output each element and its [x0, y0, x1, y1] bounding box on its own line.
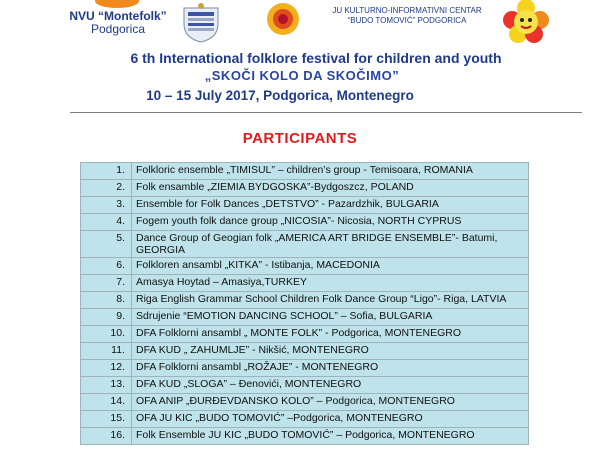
circle-logo	[258, 2, 308, 48]
participant-number: 14.	[110, 395, 125, 407]
table-row	[81, 394, 528, 411]
table-row	[81, 326, 528, 343]
participant-name: DFA Folklorni ansambl „ROŽAJE” - MONTENEGRO	[131, 360, 528, 376]
participant-name: Riga English Grammar School Children Folk Dance Group “Ligo”- Riga, LATVIA	[131, 292, 528, 308]
participant-number: 7.	[116, 276, 125, 288]
participant-number: 2.	[116, 181, 125, 193]
participant-name: Folkloren ansambl „KITKA” - Istibanja, MACEDONIA	[131, 258, 528, 274]
crest-icon	[178, 2, 224, 44]
participant-number: 8.	[116, 293, 125, 305]
participant-name: DFA KUD „ ZAHUMLJE” - Nikšić, MONTENEGRO	[131, 343, 528, 359]
table-row	[81, 163, 528, 180]
participant-name: Ensemble for Folk Dances „DETSTVO” - Pazardzhik, BULGARIA	[131, 197, 528, 213]
participant-number: 11.	[111, 344, 125, 356]
participant-number: 1.	[116, 164, 125, 176]
participant-name: Folkloric ensemble „TIMISUL” – children’s group - Temisoara, ROMANIA	[131, 163, 528, 179]
participant-name: Dance Group of Geogian folk „AMERICA ART BRIDGE ENSEMBLE”- Batumi, GEORGIA	[131, 231, 528, 257]
participant-number: 4.	[116, 215, 125, 227]
participant-name: Fogem youth folk dance group „NICOSIA”- Nicosia, NORTH CYPRUS	[131, 214, 528, 230]
table-row	[81, 275, 528, 292]
participant-number: 16.	[110, 429, 125, 441]
participant-number: 12.	[110, 361, 125, 373]
participant-number: 3.	[116, 198, 125, 210]
table-row	[81, 411, 528, 428]
divider	[70, 112, 582, 113]
participant-number: 9.	[116, 310, 125, 322]
table-row	[81, 428, 528, 445]
participant-number: 10.	[110, 327, 125, 339]
table-row	[81, 180, 528, 197]
festival-dates: 10 – 15 July 2017, Podgorica, Montenegro	[146, 88, 414, 103]
flower-logo	[496, 0, 556, 44]
table-row	[81, 258, 528, 275]
participant-name: Amasya Hoytad – Amasiya,TURKEY	[131, 275, 528, 291]
table-row	[81, 197, 528, 214]
participant-name: Folk ensamble „ZIEMIA BYDGOSKA”-Bydgoszcz, POLAND	[131, 180, 528, 196]
logo-left-line2: Podgorica	[90, 22, 146, 36]
participant-number: 5.	[116, 232, 125, 244]
header-logos	[0, 0, 600, 48]
montefolk-logo	[95, 0, 139, 8]
participant-name: DFA Folklorni ansambl „ MONTE FOLK” - Podgorica, MONTENEGRO	[131, 326, 528, 342]
participants-heading: PARTICIPANTS	[242, 130, 358, 147]
festival-title: 6 th International folklore festival for children and youth	[130, 50, 502, 66]
participant-name: DFA KUD „SLOGA” – Đenovići, MONTENEGRO	[131, 377, 528, 393]
participant-number: 13.	[110, 378, 125, 390]
table-row	[81, 343, 528, 360]
montefolk-logo-text	[68, 10, 168, 36]
table-row	[81, 377, 528, 394]
participant-number: 6.	[116, 259, 125, 271]
table-row	[81, 292, 528, 309]
participant-name: Sdrujenie “EMOTION DANCING SCHOOL” – Sofia, BULGARIA	[131, 309, 528, 325]
table-row	[81, 214, 528, 231]
center-org-line1: JU KULTURNO-INFORMATIVNI CENTAR	[332, 6, 482, 15]
table-row	[81, 360, 528, 377]
participant-name: Folk Ensemble JU KIC „BUDO TOMOVIĆ” – Podgorica, MONTENEGRO	[131, 428, 528, 444]
table-row	[81, 231, 528, 258]
participant-name: OFA ANIP „ĐURĐEVDANSKO KOLO” – Podgorica, MONTENEGRO	[131, 394, 528, 410]
festival-subtitle: „SKOČI KOLO DA SKOČIMO”	[204, 68, 400, 83]
participant-number: 15.	[110, 412, 125, 424]
organization-logo	[318, 6, 496, 26]
circle-logo-mark	[258, 2, 308, 36]
center-org-line2: “BUDO TOMOVIĆ” PODGORICA	[347, 16, 467, 25]
logo-left-line1: NVU “Montefolk”	[69, 9, 167, 23]
participants-table	[80, 162, 529, 445]
participant-name: OFA JU KIC „BUDO TOMOVIĆ” –Podgorica, MONTENEGRO	[131, 411, 528, 427]
table-row	[81, 309, 528, 326]
